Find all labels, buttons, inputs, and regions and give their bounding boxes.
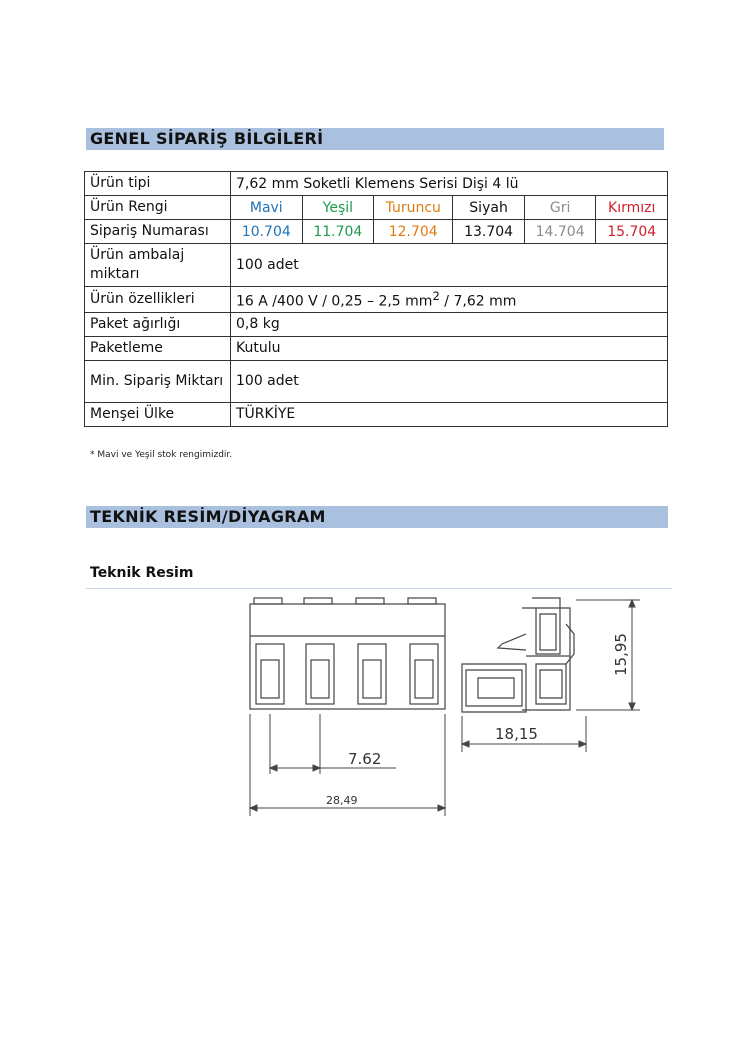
order-number: 14.704 [524, 220, 596, 244]
section-title-general: GENEL SİPARİŞ BİLGİLERİ [86, 128, 664, 150]
height-dimension [576, 600, 640, 710]
color-name: Gri [524, 196, 596, 220]
table-row [85, 172, 668, 196]
features-superscript: 2 [432, 289, 440, 303]
row-label: Paketleme [85, 336, 231, 360]
technical-drawing-heading: Teknik Resim [90, 565, 194, 581]
side-view [462, 598, 574, 712]
row-label: Paket ağırlığı [85, 312, 231, 336]
packaging-value: Kutulu [231, 336, 668, 360]
order-number: 10.704 [231, 220, 303, 244]
order-number: 13.704 [453, 220, 525, 244]
terminal-slot [358, 644, 386, 704]
order-number: 12.704 [374, 220, 453, 244]
depth-label: 18,15 [495, 725, 538, 743]
features-value [231, 287, 668, 313]
features-text: 16 A /400 V / 0,25 – 2,5 mm [236, 293, 433, 310]
color-name: Siyah [453, 196, 525, 220]
stock-note: * Mavi ve Yeşil stok rengimizdir. [90, 450, 233, 460]
package-weight-value: 0,8 kg [231, 312, 668, 336]
color-name: Mavi [231, 196, 303, 220]
row-label: Menşei Ülke [85, 402, 231, 426]
total-width-label: 28,49 [326, 794, 358, 807]
row-label: Sipariş Numarası [85, 220, 231, 244]
pitch-label: 7.62 [348, 750, 382, 768]
section-title-technical: TEKNİK RESİM/DİYAGRAM [86, 506, 668, 528]
table-row [85, 220, 668, 244]
row-label: Ürün ambalaj miktarı [85, 244, 231, 287]
order-number: 11.704 [302, 220, 374, 244]
color-name: Turuncu [374, 196, 453, 220]
terminal-slot [306, 644, 334, 704]
origin-value: TÜRKİYE [231, 402, 668, 426]
table-row [85, 196, 668, 220]
min-order-value: 100 adet [231, 360, 668, 402]
row-label: Ürün Rengi [85, 196, 231, 220]
table-row [85, 312, 668, 336]
height-label: 15,95 [612, 633, 630, 676]
front-view [250, 598, 445, 709]
order-info-table [84, 171, 668, 427]
table-row [85, 402, 668, 426]
color-name: Yeşil [302, 196, 374, 220]
row-label: Ürün tipi [85, 172, 231, 196]
table-row [85, 336, 668, 360]
features-text-end: / 7,62 mm [439, 293, 517, 310]
terminal-slot [410, 644, 438, 704]
table-row [85, 244, 668, 287]
order-number: 15.704 [596, 220, 668, 244]
table-row [85, 360, 668, 402]
technical-drawing [240, 594, 670, 824]
heading-divider [86, 588, 672, 589]
row-label: Ürün özellikleri [85, 287, 231, 313]
table-row [85, 287, 668, 313]
terminal-slot [256, 644, 284, 704]
row-label: Min. Sipariş Miktarı [85, 360, 231, 402]
product-type-value: 7,62 mm Soketli Klemens Serisi Dişi 4 lü [231, 172, 668, 196]
color-name: Kırmızı [596, 196, 668, 220]
package-qty-value: 100 adet [231, 244, 668, 287]
